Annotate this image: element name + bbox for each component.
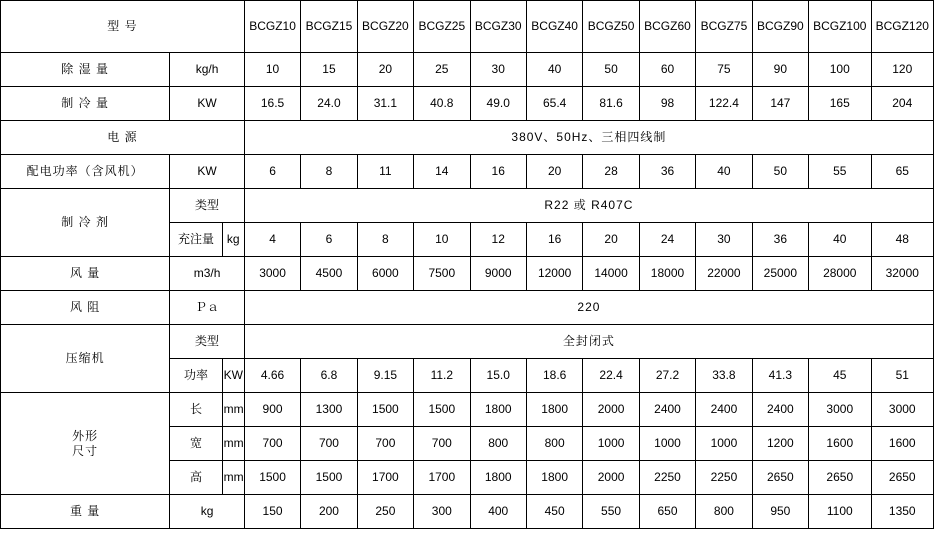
cell-height-10: 2650 [809,461,871,495]
sub-label-length: 长 [170,393,222,427]
cell-weight-4: 400 [470,495,526,529]
cell-weight-11: 1350 [871,495,934,529]
cell-charge-0: 4 [244,223,300,257]
dimensions-label-line2: 尺寸 [72,443,99,458]
cell-height-11: 2650 [871,461,934,495]
cell-dehumidification-6: 50 [583,53,639,87]
cell-air-resistance-value: 220 [244,291,933,325]
table-row-cooling-capacity [1,87,934,121]
cell-charge-10: 40 [809,223,871,257]
unit-length: mm [222,393,244,427]
table-row-power-supply [1,121,934,155]
cell-width-1: 700 [301,427,357,461]
table-header-row [1,1,934,53]
cell-cooling-2: 31.1 [357,87,413,121]
cell-dehumidification-3: 25 [414,53,470,87]
cell-compressor-type-value: 全封闭式 [244,325,933,359]
cell-width-7: 1000 [639,427,695,461]
cell-cooling-10: 165 [809,87,871,121]
cell-distpower-5: 20 [526,155,582,189]
cell-airvolume-4: 9000 [470,257,526,291]
row-unit-weight: kg [170,495,245,529]
cell-cooling-5: 65.4 [526,87,582,121]
cell-weight-2: 250 [357,495,413,529]
cell-charge-7: 24 [639,223,695,257]
cell-distpower-11: 65 [871,155,934,189]
cell-height-3: 1700 [414,461,470,495]
cell-cooling-7: 98 [639,87,695,121]
cell-airvolume-5: 12000 [526,257,582,291]
cell-weight-5: 450 [526,495,582,529]
cell-cooling-9: 147 [752,87,808,121]
cell-width-2: 700 [357,427,413,461]
cell-comppower-8: 33.8 [696,359,752,393]
cell-cooling-0: 16.5 [244,87,300,121]
cell-comppower-0: 4.66 [244,359,300,393]
sub-label-compressor-power: 功率 [170,359,222,393]
cell-refrigerant-type-value: R22 或 R407C [244,189,933,223]
header-model-2: BCGZ20 [357,1,413,53]
unit-height: mm [222,461,244,495]
cell-dehumidification-10: 100 [809,53,871,87]
row-unit-dehumidification: kg/h [170,53,245,87]
row-label-refrigerant: 制 冷 剂 [1,189,170,257]
row-unit-air-resistance: Ｐａ [170,291,245,325]
cell-charge-4: 12 [470,223,526,257]
cell-height-8: 2250 [696,461,752,495]
table-row-weight [1,495,934,529]
cell-charge-3: 10 [414,223,470,257]
cell-power-supply-value: 380V、50Hz、三相四线制 [244,121,933,155]
cell-height-1: 1500 [301,461,357,495]
cell-dehumidification-9: 90 [752,53,808,87]
header-model-11: BCGZ120 [871,1,934,53]
cell-comppower-4: 15.0 [470,359,526,393]
cell-distpower-7: 36 [639,155,695,189]
cell-width-11: 1600 [871,427,934,461]
cell-charge-11: 48 [871,223,934,257]
cell-comppower-10: 45 [809,359,871,393]
cell-length-2: 1500 [357,393,413,427]
cell-charge-2: 8 [357,223,413,257]
sub-label-refrigerant-charge: 充注量 [170,223,222,257]
row-label-distribution-power: 配电功率（含风机） [1,155,170,189]
cell-charge-5: 16 [526,223,582,257]
header-model-label: 型 号 [1,1,245,53]
cell-width-10: 1600 [809,427,871,461]
cell-airvolume-6: 14000 [583,257,639,291]
sub-label-refrigerant-type: 类型 [170,189,245,223]
unit-compressor-power: KW [222,359,244,393]
cell-dehumidification-1: 15 [301,53,357,87]
header-model-1: BCGZ15 [301,1,357,53]
cell-height-0: 1500 [244,461,300,495]
cell-width-0: 700 [244,427,300,461]
cell-airvolume-10: 28000 [809,257,871,291]
header-model-6: BCGZ50 [583,1,639,53]
cell-distpower-2: 11 [357,155,413,189]
cell-comppower-9: 41.3 [752,359,808,393]
cell-airvolume-3: 7500 [414,257,470,291]
cell-distpower-10: 55 [809,155,871,189]
table-row-air-volume [1,257,934,291]
row-label-cooling-capacity: 制 冷 量 [1,87,170,121]
cell-airvolume-11: 32000 [871,257,934,291]
cell-charge-1: 6 [301,223,357,257]
cell-length-7: 2400 [639,393,695,427]
cell-charge-9: 36 [752,223,808,257]
cell-weight-6: 550 [583,495,639,529]
row-label-compressor: 压缩机 [1,325,170,393]
cell-length-4: 1800 [470,393,526,427]
cell-comppower-1: 6.8 [301,359,357,393]
row-label-air-volume: 风 量 [1,257,170,291]
cell-weight-3: 300 [414,495,470,529]
cell-airvolume-2: 6000 [357,257,413,291]
row-label-dehumidification: 除 湿 量 [1,53,170,87]
dimensions-label-line1: 外形 [72,429,99,444]
cell-weight-1: 200 [301,495,357,529]
cell-dehumidification-5: 40 [526,53,582,87]
row-label-weight: 重 量 [1,495,170,529]
cell-cooling-3: 40.8 [414,87,470,121]
cell-airvolume-8: 22000 [696,257,752,291]
cell-width-6: 1000 [583,427,639,461]
cell-cooling-4: 49.0 [470,87,526,121]
row-label-air-resistance: 风 阻 [1,291,170,325]
cell-distpower-6: 28 [583,155,639,189]
cell-comppower-7: 27.2 [639,359,695,393]
cell-length-9: 2400 [752,393,808,427]
table-row-distribution-power [1,155,934,189]
cell-weight-7: 650 [639,495,695,529]
header-model-10: BCGZ100 [809,1,871,53]
row-label-power-supply: 电 源 [1,121,245,155]
cell-height-2: 1700 [357,461,413,495]
cell-length-5: 1800 [526,393,582,427]
unit-refrigerant-charge: kg [222,223,244,257]
cell-dehumidification-11: 120 [871,53,934,87]
cell-distpower-4: 16 [470,155,526,189]
cell-comppower-6: 22.4 [583,359,639,393]
table-row-refrigerant-type [1,189,934,223]
cell-height-5: 1800 [526,461,582,495]
cell-weight-9: 950 [752,495,808,529]
cell-comppower-2: 9.15 [357,359,413,393]
table-row-compressor-type [1,325,934,359]
header-model-5: BCGZ40 [526,1,582,53]
cell-length-10: 3000 [809,393,871,427]
header-model-7: BCGZ60 [639,1,695,53]
row-unit-cooling-capacity: KW [170,87,245,121]
sub-label-height: 高 [170,461,222,495]
table-row-dehumidification [1,53,934,87]
cell-cooling-6: 81.6 [583,87,639,121]
cell-width-9: 1200 [752,427,808,461]
cell-height-7: 2250 [639,461,695,495]
table-row-dimension-length [1,393,934,427]
sub-label-compressor-type: 类型 [170,325,245,359]
cell-charge-6: 20 [583,223,639,257]
cell-height-9: 2650 [752,461,808,495]
header-model-8: BCGZ75 [696,1,752,53]
row-unit-air-volume: m3/h [170,257,245,291]
cell-distpower-9: 50 [752,155,808,189]
unit-width: mm [222,427,244,461]
header-model-4: BCGZ30 [470,1,526,53]
cell-cooling-8: 122.4 [696,87,752,121]
cell-charge-8: 30 [696,223,752,257]
cell-weight-8: 800 [696,495,752,529]
cell-width-8: 1000 [696,427,752,461]
cell-distpower-1: 8 [301,155,357,189]
sub-label-width: 宽 [170,427,222,461]
cell-airvolume-1: 4500 [301,257,357,291]
cell-airvolume-9: 25000 [752,257,808,291]
header-model-3: BCGZ25 [414,1,470,53]
row-unit-distribution-power: KW [170,155,245,189]
cell-distpower-3: 14 [414,155,470,189]
cell-dehumidification-4: 30 [470,53,526,87]
cell-cooling-11: 204 [871,87,934,121]
cell-weight-10: 1100 [809,495,871,529]
cell-height-6: 2000 [583,461,639,495]
cell-cooling-1: 24.0 [301,87,357,121]
cell-length-11: 3000 [871,393,934,427]
header-model-0: BCGZ10 [244,1,300,53]
cell-distpower-8: 40 [696,155,752,189]
row-label-dimensions [1,393,170,495]
header-model-9: BCGZ90 [752,1,808,53]
cell-comppower-3: 11.2 [414,359,470,393]
cell-width-4: 800 [470,427,526,461]
cell-comppower-5: 18.6 [526,359,582,393]
cell-dehumidification-0: 10 [244,53,300,87]
cell-dehumidification-2: 20 [357,53,413,87]
cell-length-0: 900 [244,393,300,427]
table-row-air-resistance [1,291,934,325]
cell-height-4: 1800 [470,461,526,495]
cell-length-1: 1300 [301,393,357,427]
cell-length-8: 2400 [696,393,752,427]
cell-length-3: 1500 [414,393,470,427]
cell-width-3: 700 [414,427,470,461]
cell-weight-0: 150 [244,495,300,529]
cell-dehumidification-7: 60 [639,53,695,87]
cell-comppower-11: 51 [871,359,934,393]
cell-airvolume-7: 18000 [639,257,695,291]
cell-distpower-0: 6 [244,155,300,189]
cell-width-5: 800 [526,427,582,461]
cell-airvolume-0: 3000 [244,257,300,291]
cell-length-6: 2000 [583,393,639,427]
cell-dehumidification-8: 75 [696,53,752,87]
